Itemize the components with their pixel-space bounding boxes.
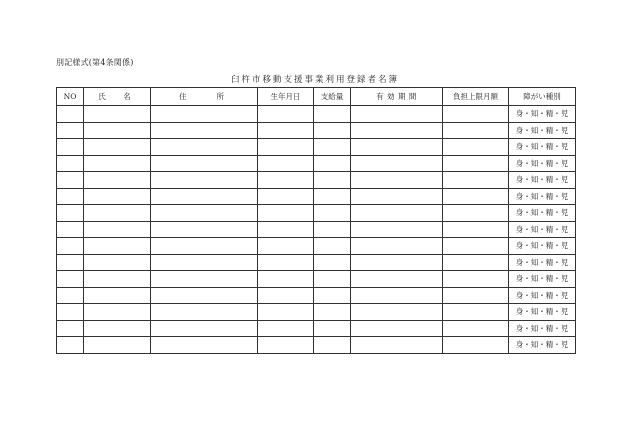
cell-disability-type: 身・知・精・児: [509, 188, 576, 205]
cell-birth-date[interactable]: [258, 172, 314, 189]
cell-address[interactable]: [151, 337, 258, 354]
table-row: [57, 188, 576, 205]
cell-disability-type: 身・知・精・児: [509, 106, 576, 123]
table-row: [57, 122, 576, 139]
cell-no[interactable]: [57, 337, 84, 354]
cell-no[interactable]: [57, 271, 84, 288]
cell-name[interactable]: [84, 155, 151, 172]
cell-valid-period[interactable]: [351, 155, 443, 172]
cell-supply-amount[interactable]: [314, 320, 351, 337]
table-row: [57, 205, 576, 222]
cell-monthly-limit[interactable]: [443, 271, 509, 288]
cell-address[interactable]: [151, 304, 258, 321]
cell-address[interactable]: [151, 320, 258, 337]
cell-disability-type: 身・知・精・児: [509, 205, 576, 222]
cell-name[interactable]: [84, 304, 151, 321]
header-address: 住 所: [151, 88, 258, 106]
header-row: [57, 88, 576, 106]
cell-no[interactable]: [57, 287, 84, 304]
cell-disability-type: 身・知・精・児: [509, 337, 576, 354]
cell-birth-date[interactable]: [258, 188, 314, 205]
cell-valid-period[interactable]: [351, 254, 443, 271]
cell-birth-date[interactable]: [258, 122, 314, 139]
table-row: [57, 221, 576, 238]
table-row: [57, 254, 576, 271]
table-row: [57, 172, 576, 189]
cell-disability-type: 身・知・精・児: [509, 254, 576, 271]
cell-disability-type: 身・知・精・児: [509, 221, 576, 238]
cell-birth-date[interactable]: [258, 139, 314, 156]
cell-valid-period[interactable]: [351, 238, 443, 255]
cell-monthly-limit[interactable]: [443, 188, 509, 205]
table-row: [57, 320, 576, 337]
cell-name[interactable]: [84, 271, 151, 288]
cell-monthly-limit[interactable]: [443, 304, 509, 321]
cell-no[interactable]: [57, 238, 84, 255]
cell-name[interactable]: [84, 139, 151, 156]
header-monthly-limit: 負担上限月額: [443, 88, 509, 106]
cell-address[interactable]: [151, 155, 258, 172]
cell-monthly-limit[interactable]: [443, 106, 509, 123]
cell-address[interactable]: [151, 188, 258, 205]
document-title: 臼杵市移動支援事業利用登録者名簿: [230, 75, 399, 85]
cell-birth-date[interactable]: [258, 271, 314, 288]
cell-monthly-limit[interactable]: [443, 337, 509, 354]
cell-birth-date[interactable]: [258, 221, 314, 238]
cell-supply-amount[interactable]: [314, 205, 351, 222]
cell-no[interactable]: [57, 188, 84, 205]
cell-no[interactable]: [57, 139, 84, 156]
table-row: [57, 139, 576, 156]
cell-address[interactable]: [151, 221, 258, 238]
cell-supply-amount[interactable]: [314, 106, 351, 123]
cell-disability-type: 身・知・精・児: [509, 271, 576, 288]
cell-no[interactable]: [57, 106, 84, 123]
header-disability-type: 障がい種別: [509, 88, 576, 106]
cell-disability-type: 身・知・精・児: [509, 320, 576, 337]
form-caption: 別記様式(第4条関係): [56, 58, 134, 67]
cell-supply-amount[interactable]: [314, 254, 351, 271]
cell-monthly-limit[interactable]: [443, 221, 509, 238]
cell-valid-period[interactable]: [351, 205, 443, 222]
cell-birth-date[interactable]: [258, 205, 314, 222]
cell-birth-date[interactable]: [258, 106, 314, 123]
cell-address[interactable]: [151, 205, 258, 222]
cell-birth-date[interactable]: [258, 238, 314, 255]
cell-supply-amount[interactable]: [314, 122, 351, 139]
cell-supply-amount[interactable]: [314, 271, 351, 288]
cell-address[interactable]: [151, 172, 258, 189]
cell-valid-period[interactable]: [351, 320, 443, 337]
cell-no[interactable]: [57, 205, 84, 222]
cell-birth-date[interactable]: [258, 304, 314, 321]
header-valid-period: 有 効 期 間: [351, 88, 443, 106]
cell-supply-amount[interactable]: [314, 155, 351, 172]
cell-birth-date[interactable]: [258, 287, 314, 304]
cell-supply-amount[interactable]: [314, 139, 351, 156]
cell-monthly-limit[interactable]: [443, 205, 509, 222]
cell-address[interactable]: [151, 106, 258, 123]
table-row: [57, 304, 576, 321]
cell-disability-type: 身・知・精・児: [509, 304, 576, 321]
cell-name[interactable]: [84, 287, 151, 304]
header-supply-amount: 支給量: [314, 88, 351, 106]
cell-monthly-limit[interactable]: [443, 287, 509, 304]
registrant-table: [56, 87, 576, 354]
table-row: [57, 155, 576, 172]
cell-valid-period[interactable]: [351, 287, 443, 304]
cell-address[interactable]: [151, 139, 258, 156]
table-row: [57, 287, 576, 304]
cell-no[interactable]: [57, 304, 84, 321]
header-no: NO: [57, 88, 84, 106]
cell-birth-date[interactable]: [258, 320, 314, 337]
cell-no[interactable]: [57, 320, 84, 337]
cell-name[interactable]: [84, 320, 151, 337]
cell-birth-date[interactable]: [258, 155, 314, 172]
cell-name[interactable]: [84, 122, 151, 139]
cell-address[interactable]: [151, 287, 258, 304]
cell-supply-amount[interactable]: [314, 221, 351, 238]
cell-supply-amount[interactable]: [314, 188, 351, 205]
cell-disability-type: 身・知・精・児: [509, 122, 576, 139]
cell-monthly-limit[interactable]: [443, 139, 509, 156]
cell-no[interactable]: [57, 254, 84, 271]
cell-name[interactable]: [84, 254, 151, 271]
cell-name[interactable]: [84, 238, 151, 255]
cell-address[interactable]: [151, 271, 258, 288]
table-row: [57, 106, 576, 123]
table-row: [57, 337, 576, 354]
cell-monthly-limit[interactable]: [443, 238, 509, 255]
cell-disability-type: 身・知・精・児: [509, 287, 576, 304]
cell-supply-amount[interactable]: [314, 287, 351, 304]
cell-no[interactable]: [57, 221, 84, 238]
table-body: [57, 106, 576, 354]
cell-monthly-limit[interactable]: [443, 254, 509, 271]
cell-valid-period[interactable]: [351, 271, 443, 288]
table-row: [57, 271, 576, 288]
cell-no[interactable]: [57, 172, 84, 189]
header-name: 氏 名: [84, 88, 151, 106]
cell-address[interactable]: [151, 254, 258, 271]
cell-valid-period[interactable]: [351, 221, 443, 238]
header-birth-date: 生年月日: [258, 88, 314, 106]
cell-disability-type: 身・知・精・児: [509, 238, 576, 255]
cell-name[interactable]: [84, 106, 151, 123]
cell-valid-period[interactable]: [351, 188, 443, 205]
cell-no[interactable]: [57, 122, 84, 139]
cell-supply-amount[interactable]: [314, 337, 351, 354]
cell-disability-type: 身・知・精・児: [509, 139, 576, 156]
cell-supply-amount[interactable]: [314, 238, 351, 255]
cell-disability-type: 身・知・精・児: [509, 155, 576, 172]
cell-monthly-limit[interactable]: [443, 122, 509, 139]
cell-valid-period[interactable]: [351, 337, 443, 354]
cell-valid-period[interactable]: [351, 106, 443, 123]
cell-name[interactable]: [84, 221, 151, 238]
cell-monthly-limit[interactable]: [443, 320, 509, 337]
cell-valid-period[interactable]: [351, 304, 443, 321]
cell-supply-amount[interactable]: [314, 172, 351, 189]
cell-name[interactable]: [84, 205, 151, 222]
cell-disability-type: 身・知・精・児: [509, 172, 576, 189]
cell-monthly-limit[interactable]: [443, 155, 509, 172]
cell-birth-date[interactable]: [258, 337, 314, 354]
cell-address[interactable]: [151, 122, 258, 139]
cell-valid-period[interactable]: [351, 122, 443, 139]
cell-name[interactable]: [84, 337, 151, 354]
cell-address[interactable]: [151, 238, 258, 255]
cell-supply-amount[interactable]: [314, 304, 351, 321]
cell-no[interactable]: [57, 155, 84, 172]
table-row: [57, 238, 576, 255]
cell-birth-date[interactable]: [258, 254, 314, 271]
cell-valid-period[interactable]: [351, 172, 443, 189]
cell-name[interactable]: [84, 172, 151, 189]
cell-name[interactable]: [84, 188, 151, 205]
cell-monthly-limit[interactable]: [443, 172, 509, 189]
cell-valid-period[interactable]: [351, 139, 443, 156]
